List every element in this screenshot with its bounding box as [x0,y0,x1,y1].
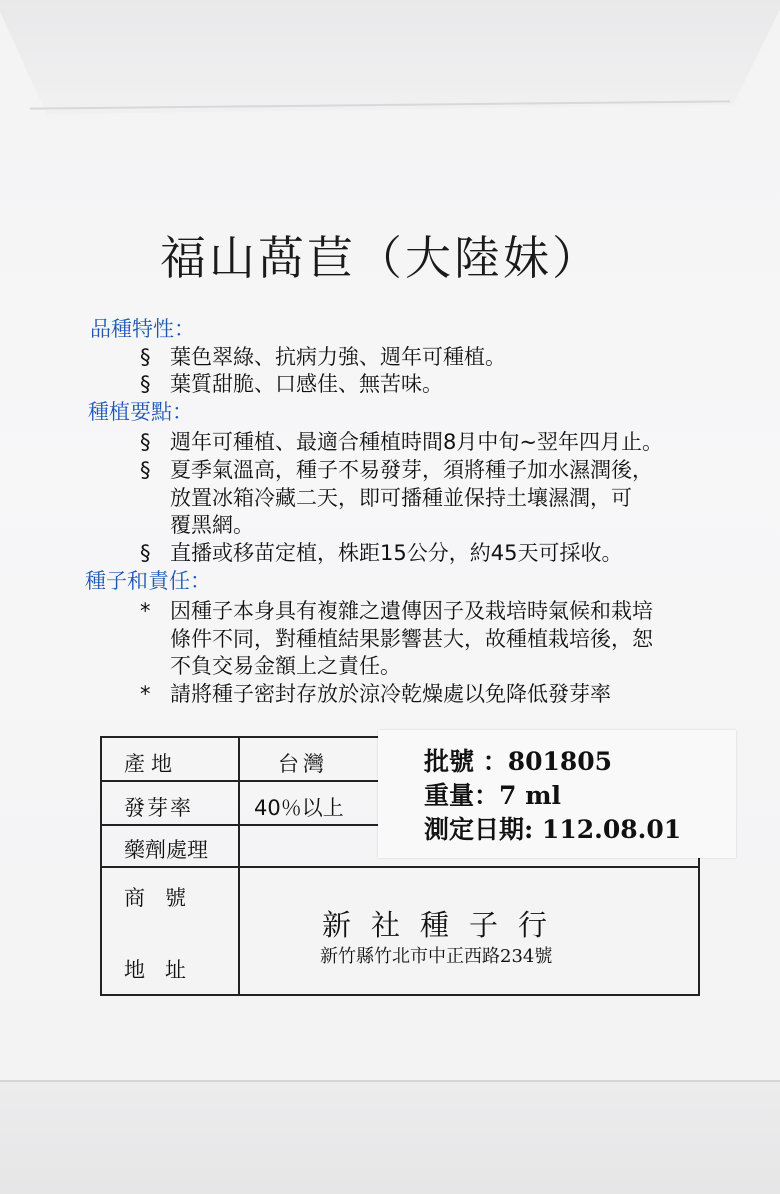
table-divider [102,824,382,826]
table-divider [102,866,698,868]
treatment-label: 藥劑處理 [124,838,208,862]
asterisk-icon: * [140,599,151,623]
section-heading-planting: 種植要點： [88,400,193,424]
section-heading-variety: 品種特性： [90,317,195,341]
list-item [140,454,653,484]
list-item-continuation: 不負交易金額上之責任。 [170,654,401,678]
section-mark-icon: § [140,458,151,482]
list-item-text: 夏季氣溫高，種子不易發芽，須將種子加水濕潤後， [170,458,653,482]
table-divider [238,738,240,996]
section-mark-icon: § [140,541,151,565]
bottom-flap [0,1080,780,1194]
list-item-text: 葉質甜脆、口感佳、無苦味。 [170,372,443,396]
shop-address: 新竹縣竹北市中正西路234號 [320,946,553,967]
weight: 重量：7 ml [424,781,562,810]
list-item-continuation: 放置冰箱冷藏二天，即可播種並保持土壤濕潤，可 [170,486,632,510]
origin-label: 產地 [124,752,178,776]
section-mark-icon: § [140,345,151,369]
list-item-text: 週年可種植、最適合種植時間8月中旬~翌年四月止。 [170,430,663,454]
section-mark-icon: § [140,372,151,396]
list-item [140,341,506,371]
list-item [140,537,622,567]
batch-sticker [378,730,736,858]
list-item-continuation: 條件不同，對種植結果影響甚大，故種植栽培後，恕 [170,627,653,651]
origin-value: 台灣 [278,752,328,776]
table-divider [102,780,382,782]
batch-number: 批號 ：801805 [424,747,613,776]
list-item-text: 因種子本身具有複雜之遺傳因子及栽培時氣候和栽培 [170,599,653,623]
list-item [140,426,663,456]
list-item-continuation: 覆黑網。 [170,513,254,537]
list-item [140,368,443,398]
list-item [140,678,611,708]
list-item-text: 請將種子密封存放於涼冷乾燥處以免降低發芽率 [170,682,611,706]
test-date: 測定日期: 112.08.01 [424,815,682,844]
address-label: 地址 [124,958,206,982]
asterisk-icon: * [140,682,151,706]
brand-label: 商號 [124,886,206,910]
section-mark-icon: § [140,430,151,454]
list-item-text: 直播或移苗定植，株距15公分，約45天可採收。 [170,541,623,565]
list-item-text: 葉色翠綠、抗病力強、週年可種植。 [170,345,506,369]
section-heading-responsibility: 種子和責任： [85,569,211,593]
product-title: 福山萵苣（大陸妹） [160,231,601,285]
list-item [140,595,653,625]
shop-name: 新社種子行 [322,908,568,942]
germination-value: 40％以上 [254,796,344,820]
germination-label: 發芽率 [124,796,193,820]
